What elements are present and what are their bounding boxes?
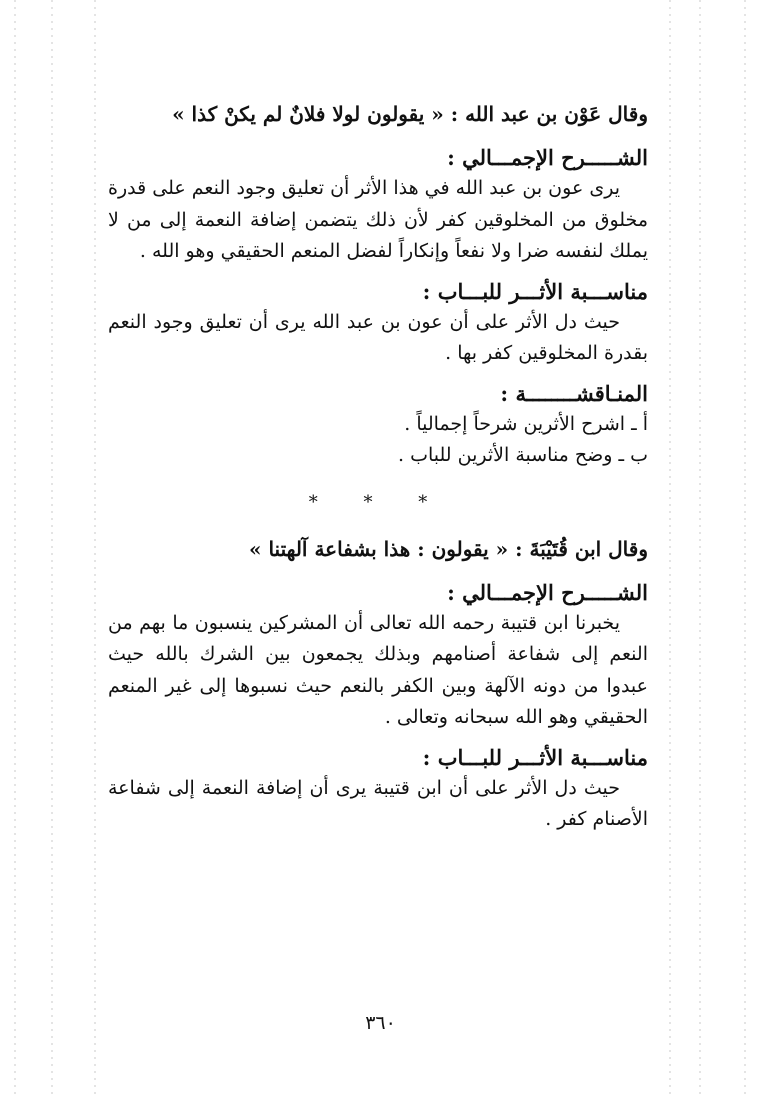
section-separator: * * * [308,491,448,513]
text-line: يرى عون بن عبد الله في هذا الأثر أن تعليق وجود النعم على قدرة [108,177,620,199]
text-line: مخلوق من المخلوقين كفر لأن ذلك يتضمن إضافة النعمة إلى من لا [108,208,648,231]
explanation-paragraph-2 [108,608,648,734]
text-line: حيث دل الأثر على أن عون بن عبد الله يرى أن تعليق وجود النعم [108,310,620,333]
text-line: بقدرة المخلوقين كفر بها . [445,342,648,364]
text-line: يملك لنفسه ضرا ولا نفعاً وإنكاراً لفضل المنعم الحقيقي وهو الله . [139,240,648,262]
relevance-heading-2: مناســـبة الأثـــر للبـــاب : [422,744,648,770]
discussion-heading: المنـاقشــــــــة : [500,380,648,406]
page-content [108,96,648,836]
text-line: من دونه الآلهة وبين الكفر بالنعم حيث نسبوها إلى غير المنعم الحقيقي [108,674,648,728]
discussion-item: أ ـ اشرح الأثرين شرحاً إجمالياً . [404,412,648,435]
text-line: حيث دل الأثر على أن ابن قتيبة يرى أن إضافة النعمة إلى شفاعة [108,776,620,799]
relevance-paragraph-2 [108,773,648,836]
quote-ibn-qutaybah: وقال ابن قُتَيْبَةَ : « يقولون : هذا بشفاعة آلهتنا » [248,536,648,561]
explanation-paragraph-1 [108,173,648,268]
relevance-heading-1: مناســـبة الأثـــر للبـــاب : [422,278,648,304]
text-line: يخبرنا ابن قتيبة رحمه الله تعالى أن المشركين ينسبون ما بهم من [108,611,620,634]
relevance-paragraph-1 [108,307,648,370]
text-line: النعم إلى شفاعة أصنامهم وبذلك يجمعون بين الشرك بالله حيث عبدوا [108,643,648,697]
text-line: وهو الله سبحانه وتعالى . [384,706,578,728]
quote-awn: وقال عَوْن بن عبد الله : « يقولون لولا فلانٌ لم يكنْ كذا » [172,102,648,126]
explanation-heading-2: الشـــــرح الإجمـــالي : [447,579,648,605]
page-number: ٣٦٠ [365,1012,396,1034]
discussion-item: ب ـ وضح مناسبة الأثرين للباب . [398,444,648,466]
explanation-heading-1: الشـــــرح الإجمـــالي : [447,145,648,170]
text-line: الأصنام كفر . [545,808,648,830]
